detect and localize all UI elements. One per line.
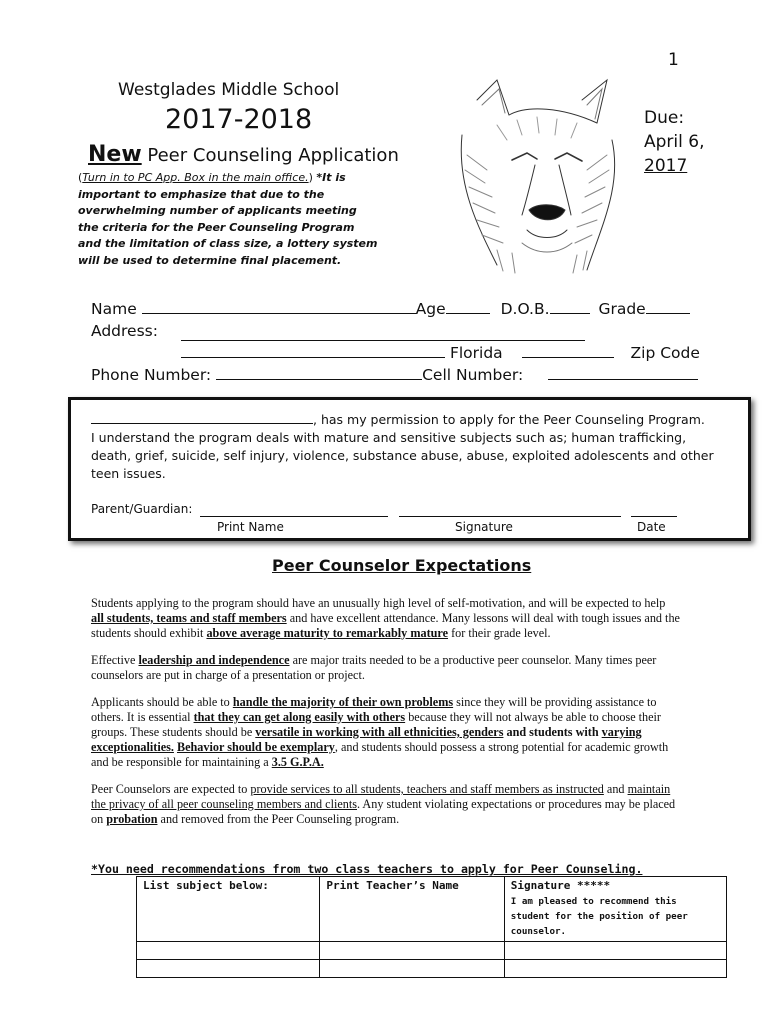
understand-text: I understand the program deals with mature and sensitive subjects such as; human trafficking, death, grief, suicide, self injury, violence, substance abuse, abuse, exploited adolescents and other teen issues.	[91, 430, 714, 481]
school-name: Westglades Middle School	[118, 80, 340, 100]
p2-emphasis-b: leadership and independence	[138, 653, 290, 667]
parent-guardian-label: Parent/Guardian:	[91, 502, 193, 516]
zip-field[interactable]	[522, 357, 614, 358]
name-field[interactable]	[142, 313, 416, 314]
lottery-note: *It is important to emphasize that due to the overwhelming number of applicants meeting the criteria for the Peer Counseling Program and the limitation of class size, a lottery system will be used to determine final placement.	[78, 171, 378, 267]
p3-emphasis-b: handle the majority of their own problems	[232, 695, 454, 709]
col-subject-header: List subject below:	[143, 879, 269, 892]
p4-text-g: and removed from the Peer Counseling program.	[157, 812, 400, 826]
due-date-line2: 2017	[644, 156, 688, 176]
p3-text-c: since they will be providing assistance to others. It is essential	[91, 695, 657, 724]
signature-cell[interactable]	[504, 942, 726, 960]
parent-date-field[interactable]	[631, 500, 677, 517]
p4-text-c: and	[603, 782, 628, 796]
due-label: Due:	[644, 108, 685, 128]
zip-label: Zip Code	[630, 344, 700, 362]
p3-bold-g: and students with	[503, 725, 602, 739]
address-label: Address:	[91, 322, 158, 340]
table-row	[137, 942, 727, 960]
p1-text-a: Students applying to the program should have an unusually high level of self-motivation, and will be expected to help	[91, 596, 666, 610]
new-word: New	[88, 142, 142, 167]
paragraph-1	[91, 596, 681, 641]
dob-label: D.O.B.	[500, 300, 550, 318]
parent-permission-box	[68, 397, 751, 541]
age-label: Age	[415, 300, 446, 318]
signature-caption: Signature	[455, 520, 513, 534]
col-signature-header: Signature *****	[510, 879, 611, 892]
name-label: Name	[91, 300, 137, 318]
expectations-title: Peer Counselor Expectations	[272, 556, 532, 575]
page-number: 1	[668, 50, 679, 70]
phone-label: Phone Number:	[91, 366, 212, 384]
paragraph-3	[91, 695, 681, 770]
student-name-field[interactable]	[91, 423, 313, 424]
wolf-sketch-image	[437, 75, 637, 275]
p1-text-e: for their grade level.	[448, 626, 551, 640]
p4-underline-d: maintain the privacy of all peer counseling members and clients	[91, 782, 671, 811]
print-name-caption: Print Name	[217, 520, 284, 534]
recommendation-table	[136, 876, 727, 978]
paragraph-2	[91, 653, 681, 683]
application-title-text: Peer Counseling Application	[141, 145, 399, 166]
cell-field[interactable]	[548, 379, 698, 380]
subject-cell[interactable]	[137, 942, 320, 960]
state-label: Florida	[449, 344, 503, 362]
p3-emphasis-f: versatile in working with all ethnicities, genders	[255, 725, 504, 739]
permission-text: , has my permission to apply for the Peer Counseling Program.	[313, 412, 705, 427]
p1-emphasis-d: above average maturity to remarkably mature	[206, 626, 449, 640]
age-field[interactable]	[446, 313, 490, 314]
p2-text-c: are major traits needed to be a productive peer counselor. Many times peer counselors are put in charge of a presentation or project.	[91, 653, 657, 682]
date-caption: Date	[637, 520, 666, 534]
p3-text-k: , and students should possess a strong potential for academic growth and be responsible for maintaining a	[91, 740, 669, 769]
p4-text-e: . Any student violating expectations or procedures may be placed on	[91, 797, 676, 826]
address-field-2[interactable]	[181, 357, 445, 358]
p3-emphasis-d: that they can get along easily with others	[193, 710, 406, 724]
expectations-body	[91, 596, 681, 839]
grade-label: Grade	[598, 300, 646, 318]
table-header-row	[137, 877, 727, 942]
school-year: 2017-2018	[165, 104, 313, 135]
parent-print-name-field[interactable]	[200, 500, 388, 517]
p1-emphasis-b: all students, teams and staff members	[91, 611, 287, 625]
p3-text-a: Applicants should be able to	[91, 695, 233, 709]
p1-text-c: and have excellent attendance. Many lessons will deal with tough issues and the students should exhibit	[91, 611, 680, 640]
col-signature-note: I am pleased to recommend this student for the position of peer counselor.	[510, 896, 688, 937]
p2-text-a: Effective	[91, 653, 139, 667]
table-row	[137, 960, 727, 978]
p4-text-a: Peer Counselors are expected to	[91, 782, 251, 796]
dob-field[interactable]	[550, 313, 590, 314]
p4-emphasis-f: probation	[106, 812, 158, 826]
p3-emphasis-j: Behavior should be exemplary	[176, 740, 335, 754]
grade-field[interactable]	[646, 313, 690, 314]
due-block	[644, 106, 704, 178]
application-title	[88, 142, 399, 167]
due-date-line1: April 6,	[644, 132, 705, 152]
recommendation-note: *You need recommendations from two class teachers to apply for Peer Counseling.	[91, 862, 643, 876]
p3-text-e: because they will not always be able to choose their groups. These students should be	[91, 710, 661, 739]
col-teacher-header: Print Teacher’s Name	[326, 879, 459, 892]
subject-cell[interactable]	[137, 960, 320, 978]
p3-emphasis-h: varying exceptionalities.	[91, 725, 642, 754]
parent-signature-field[interactable]	[399, 500, 621, 517]
turn-in-note: Turn in to PC App. Box in the main office.	[82, 171, 309, 184]
teacher-name-cell[interactable]	[320, 942, 504, 960]
address-field-1[interactable]	[181, 322, 585, 341]
instructions: (Turn in to PC App. Box in the main office.) *It is important to emphasize that due to the overwhelming number of applicants meeting the criteria for the Peer Counseling Program and the limitation of class size, a lottery system will be used to determine final placement.	[78, 171, 378, 267]
paragraph-4	[91, 782, 681, 827]
p3-emphasis-l: 3.5 G.P.A.	[271, 755, 324, 769]
wolf-icon	[437, 75, 637, 275]
p4-underline-b: provide services to all students, teachers and staff members as instructed	[250, 782, 604, 796]
cell-label: Cell Number:	[422, 366, 524, 384]
teacher-name-cell[interactable]	[320, 960, 504, 978]
signature-cell[interactable]	[504, 960, 726, 978]
phone-field[interactable]	[216, 379, 422, 380]
